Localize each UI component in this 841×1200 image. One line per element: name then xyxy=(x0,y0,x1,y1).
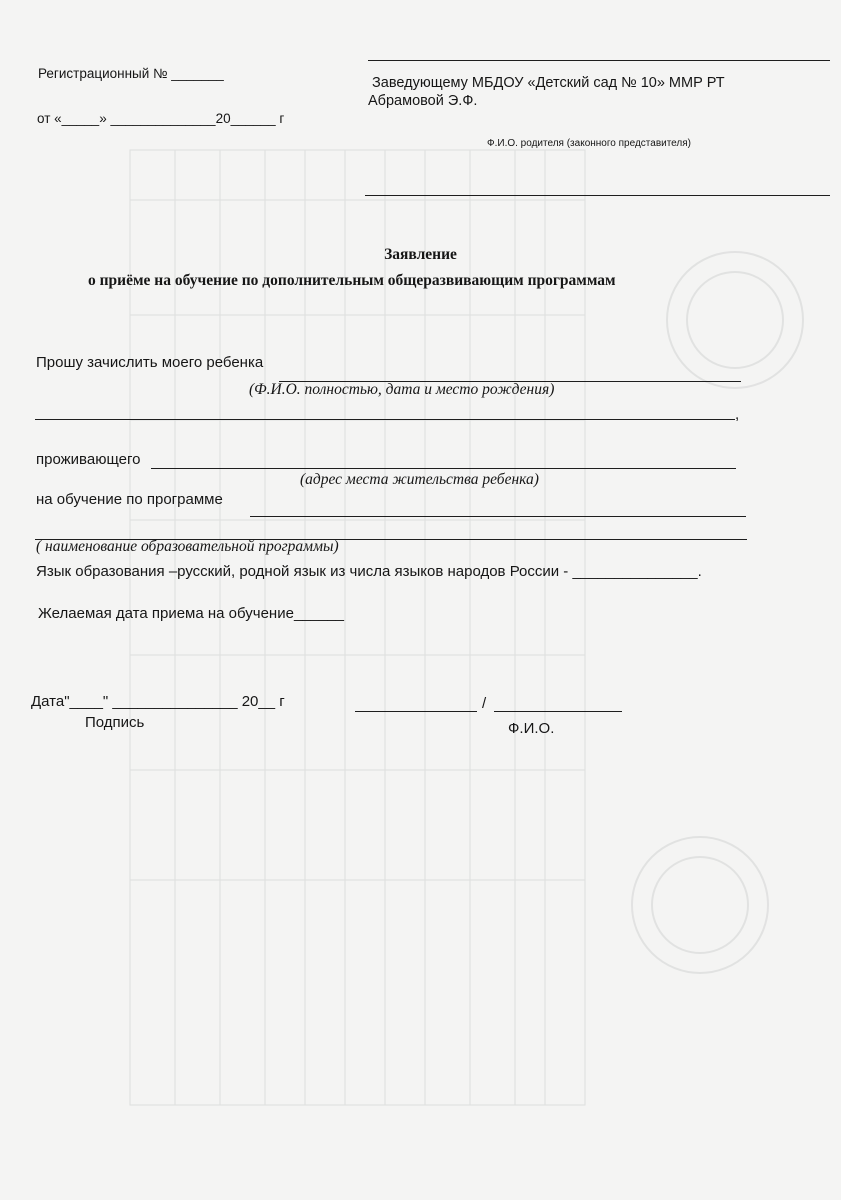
child-fio-caption: (Ф.И.О. полностью, дата и место рождения) xyxy=(249,381,555,398)
residing-label: проживающего xyxy=(36,451,141,468)
program-blank-line-1 xyxy=(250,516,746,517)
signature-caption: Подпись xyxy=(85,714,145,731)
addressee-name: Абрамовой Э.Ф. xyxy=(368,93,478,109)
fio-blank-line xyxy=(494,711,622,712)
signature-separator: / xyxy=(482,695,487,712)
addressee-line: Заведующему МБДОУ «Детский сад № 10» ММР РТ xyxy=(372,75,725,91)
date-received-line: от «_____» ______________20______ г xyxy=(37,111,285,126)
child-details-comma: , xyxy=(735,406,740,423)
parent-fio-caption: Ф.И.О. родителя (законного представителя) xyxy=(487,138,691,149)
desired-admission-date-line: Желаемая дата приема на обучение______ xyxy=(38,605,344,622)
program-label: на обучение по программе xyxy=(36,491,223,508)
top-blank-line xyxy=(368,60,830,61)
address-caption: (адрес места жительства ребенка) xyxy=(300,471,539,488)
registration-number-label: Регистрационный № _______ xyxy=(38,66,224,81)
child-details-blank-line xyxy=(35,419,735,420)
enroll-child-label: Прошу зачислить моего ребенка xyxy=(36,354,264,371)
signature-blank-line xyxy=(355,711,477,712)
education-language-line: Язык образования –русский, родной язык из числа языков народов России - _______________. xyxy=(36,563,702,580)
program-caption: ( наименование образовательной программы) xyxy=(36,538,339,555)
address-blank-line xyxy=(151,468,736,469)
document-title: Заявление xyxy=(384,246,457,263)
date-signature-line: Дата"____" _______________ 20__ г xyxy=(31,693,285,710)
parent-fio-blank-line xyxy=(365,195,830,196)
fio-caption: Ф.И.О. xyxy=(508,720,555,737)
document-subtitle: о приёме на обучение по дополнительным общеразвивающим программам xyxy=(88,272,616,289)
